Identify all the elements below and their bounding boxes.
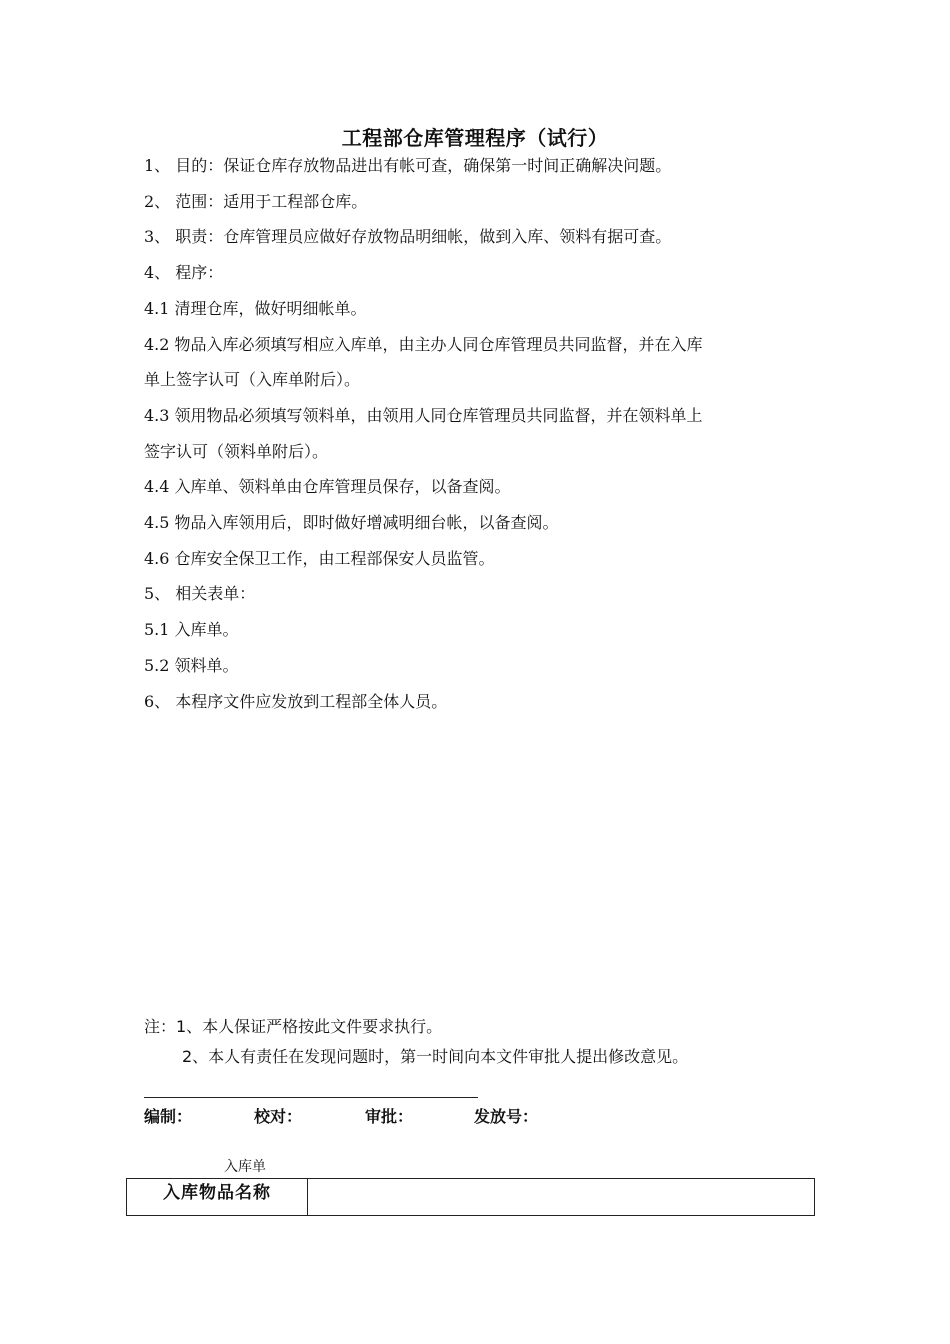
paragraph-4-3-cont: 签字认可（领料单附后）。 bbox=[144, 441, 329, 461]
paragraph-duties: 3、 职责：仓库管理员应做好存放物品明细帐，做到入库、领料有据可查。 bbox=[144, 227, 672, 247]
signature-divider bbox=[144, 1097, 478, 1098]
receipt-form-table bbox=[126, 1178, 815, 1216]
document-body bbox=[144, 148, 824, 719]
paragraph-forms-heading: 5、 相关表单： bbox=[144, 584, 256, 604]
note-line-1: 注：1、本人保证严格按此文件要求执行。 bbox=[144, 1017, 443, 1036]
notes-section bbox=[144, 1012, 688, 1072]
paragraph-4-2-cont: 单上签字认可（入库单附后）。 bbox=[144, 370, 361, 390]
approved-by-label: 审批： bbox=[365, 1107, 414, 1126]
paragraph-4-6: 4.6 仓库安全保卫工作，由工程部保安人员监管。 bbox=[144, 548, 495, 568]
paragraph-5-1: 5.1 入库单。 bbox=[144, 620, 239, 640]
note-line-2: 2、本人有责任在发现问题时，第一时间向本文件审批人提出修改意见。 bbox=[182, 1047, 689, 1066]
paragraph-4-2: 4.2 物品入库必须填写相应入库单，由主办人同仓库管理员共同监督，并在入库 bbox=[144, 334, 703, 354]
paragraph-purpose: 1、 目的：保证仓库存放物品进出有帐可查，确保第一时间正确解决问题。 bbox=[144, 156, 672, 175]
item-name-field[interactable] bbox=[308, 1179, 814, 1215]
issue-number-label: 发放号： bbox=[474, 1107, 539, 1126]
item-name-label: 入库物品名称 bbox=[127, 1179, 308, 1215]
compiled-by-label: 编制： bbox=[144, 1107, 193, 1126]
checked-by-label: 校对： bbox=[254, 1107, 303, 1126]
paragraph-procedure-heading: 4、 程序： bbox=[144, 263, 224, 283]
paragraph-scope: 2、 范围：适用于工程部仓库。 bbox=[144, 191, 368, 211]
paragraph-4-4: 4.4 入库单、领料单由仓库管理员保存，以备查阅。 bbox=[144, 477, 511, 497]
paragraph-4-3: 4.3 领用物品必须填写领料单，由领用人同仓库管理员共同监督，并在领料单上 bbox=[144, 405, 703, 425]
paragraph-4-5: 4.5 物品入库领用后，即时做好增减明细台帐，以备查阅。 bbox=[144, 513, 559, 533]
paragraph-5-2: 5.2 领料单。 bbox=[144, 655, 239, 675]
document-title: 工程部仓库管理程序（试行） bbox=[341, 126, 609, 150]
paragraph-distribution: 6、 本程序文件应发放到工程部全体人员。 bbox=[144, 691, 448, 711]
form-caption: 入库单 bbox=[224, 1159, 266, 1175]
paragraph-4-1: 4.1 清理仓库，做好明细帐单。 bbox=[144, 298, 367, 318]
